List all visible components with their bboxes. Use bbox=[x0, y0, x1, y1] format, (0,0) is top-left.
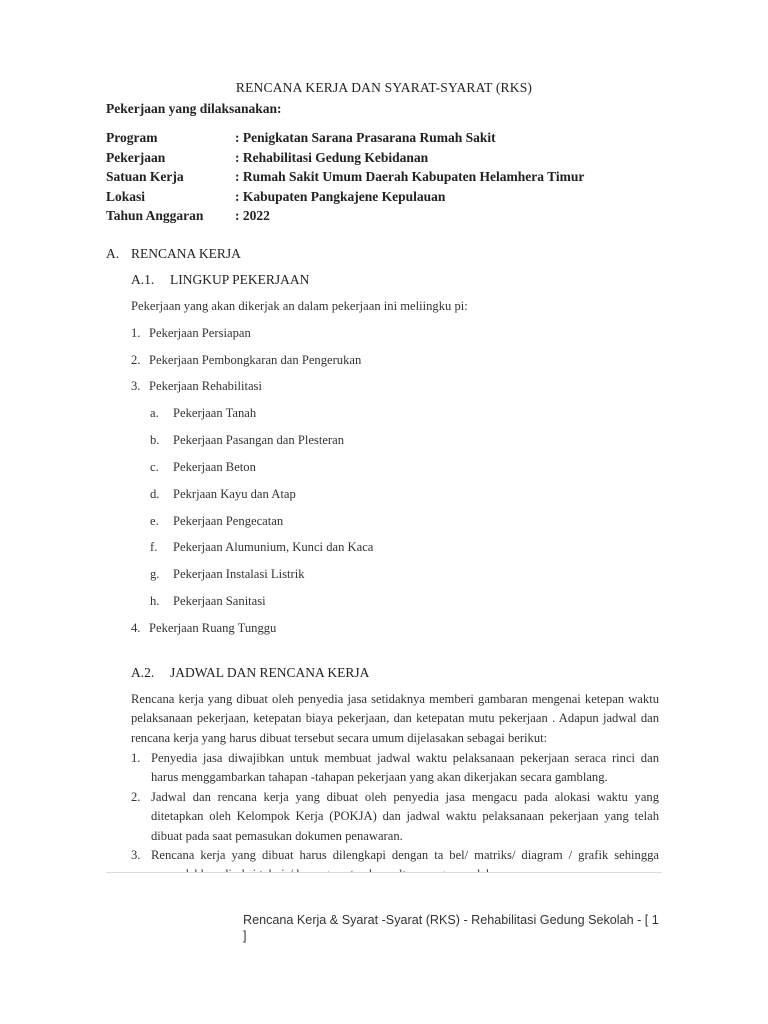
info-row-program bbox=[106, 128, 584, 148]
a2-list bbox=[131, 749, 659, 885]
list-item: 3. Pekerjaan Rehabilitasi bbox=[131, 379, 262, 393]
info-label: Program bbox=[106, 130, 158, 145]
intro-label: Pekerjaan yang dilaksanakan: bbox=[106, 101, 282, 116]
list-item: 1. Penyedia jasa diwajibkan untuk membuat jadwal waktu pelaksanaan pekerjaan seraca rinci dan harus menggambarkan tahapan -tahapan pekerjaan yang akan dikerjakan secara gamblang. bbox=[131, 751, 659, 785]
info-row-lokasi bbox=[106, 187, 584, 207]
info-value: : 2022 bbox=[235, 208, 270, 224]
info-value: : Rehabilitasi Gedung Kebidanan bbox=[235, 149, 429, 165]
sub-list-item: d. Pekrjaan Kayu dan Atap bbox=[150, 487, 296, 501]
sub-list-item: g. Pekerjaan Instalasi Listrik bbox=[150, 567, 305, 581]
info-row-pekerjaan bbox=[106, 148, 584, 168]
sub-list-item: f. Pekerjaan Alumunium, Kunci dan Kaca bbox=[150, 540, 374, 554]
section-a1-heading bbox=[131, 272, 309, 288]
section-a-heading bbox=[106, 246, 241, 262]
page-break-mask bbox=[131, 872, 671, 902]
list-item: 3. Rencana kerja yang dibuat harus dilengkapi dengan ta bel/ matriks/ diagram / grafik sehingga bbox=[131, 848, 659, 863]
section-title: LINGKUP PEKERJAAN bbox=[170, 272, 310, 287]
sub-list-item: h. Pekerjaan Sanitasi bbox=[150, 594, 266, 608]
a2-intro-paragraph: Rencana kerja yang dibuat oleh penyedia jasa setidaknya memberi gambaran mengenai ketepan waktu pelaksanaan pekerjaan, ketepatan biaya pekerjaan, dan ketepatan mutu pekerjaan . Adapun jadwal dan rencana kerja yang harus dibuat tersebut secara umum dijelasakan sebagai berikut: bbox=[131, 692, 659, 745]
section-number: A. bbox=[106, 246, 120, 261]
section-a2-heading bbox=[131, 665, 369, 681]
document-title: RENCANA KERJA DAN SYARAT-SYARAT (RKS) bbox=[235, 80, 533, 95]
info-label: Lokasi bbox=[106, 188, 146, 204]
section-number: A.1. bbox=[131, 272, 155, 287]
sub-list-item: e. Pekerjaan Pengecatan bbox=[150, 514, 284, 528]
info-label: Pekerjaan bbox=[106, 149, 166, 165]
info-label: Tahun Anggaran bbox=[106, 208, 204, 224]
info-value: : Kabupaten Pangkajene Kepulauan bbox=[235, 188, 446, 204]
info-row-satuan-kerja bbox=[106, 167, 584, 187]
list-item: 2. Jadwal dan rencana kerja yang dibuat oleh penyedia jasa mengacu pada alokasi waktu yang ditetapkan oleh Kelompok Kerja (POKJA) dan jadwal waktu pelaksanaan pekerjaan yang telah dibuat pada saat pemasukan dokumen penawaran. bbox=[131, 789, 659, 843]
a1-intro-text: Pekerjaan yang akan dikerjak an dalam pekerjaan ini meliingku pi: bbox=[131, 299, 468, 313]
section-number: A.2. bbox=[131, 665, 155, 680]
list-item: 1. Pekerjaan Persiapan bbox=[131, 326, 251, 340]
info-value: : Rumah Sakit Umum Daerah Kabupaten Helamhera Timur bbox=[235, 169, 585, 185]
sub-list-item: c. Pekerjaan Beton bbox=[150, 460, 256, 474]
info-label: Satuan Kerja bbox=[106, 169, 184, 185]
sub-list-item: a. Pekerjaan Tanah bbox=[150, 406, 257, 420]
list-item: 2. Pekerjaan Pembongkaran dan Pengerukan bbox=[131, 353, 362, 367]
list-item: 4. Pekerjaan Ruang Tunggu bbox=[131, 621, 277, 635]
section-title: RENCANA KERJA bbox=[131, 246, 241, 261]
section-title: JADWAL DAN RENCANA KERJA bbox=[170, 665, 370, 680]
footer-divider bbox=[106, 872, 662, 873]
info-value: : Penigkatan Sarana Prasarana Rumah Sakit bbox=[235, 130, 496, 145]
project-info-table bbox=[106, 128, 584, 226]
sub-list-item: b. Pekerjaan Pasangan dan Plesteran bbox=[150, 433, 345, 447]
info-row-tahun-anggaran bbox=[106, 206, 584, 226]
page-footer: Rencana Kerja & Syarat -Syarat (RKS) - Rehabilitasi Gedung Sekolah - [ 1 ] bbox=[243, 913, 659, 943]
